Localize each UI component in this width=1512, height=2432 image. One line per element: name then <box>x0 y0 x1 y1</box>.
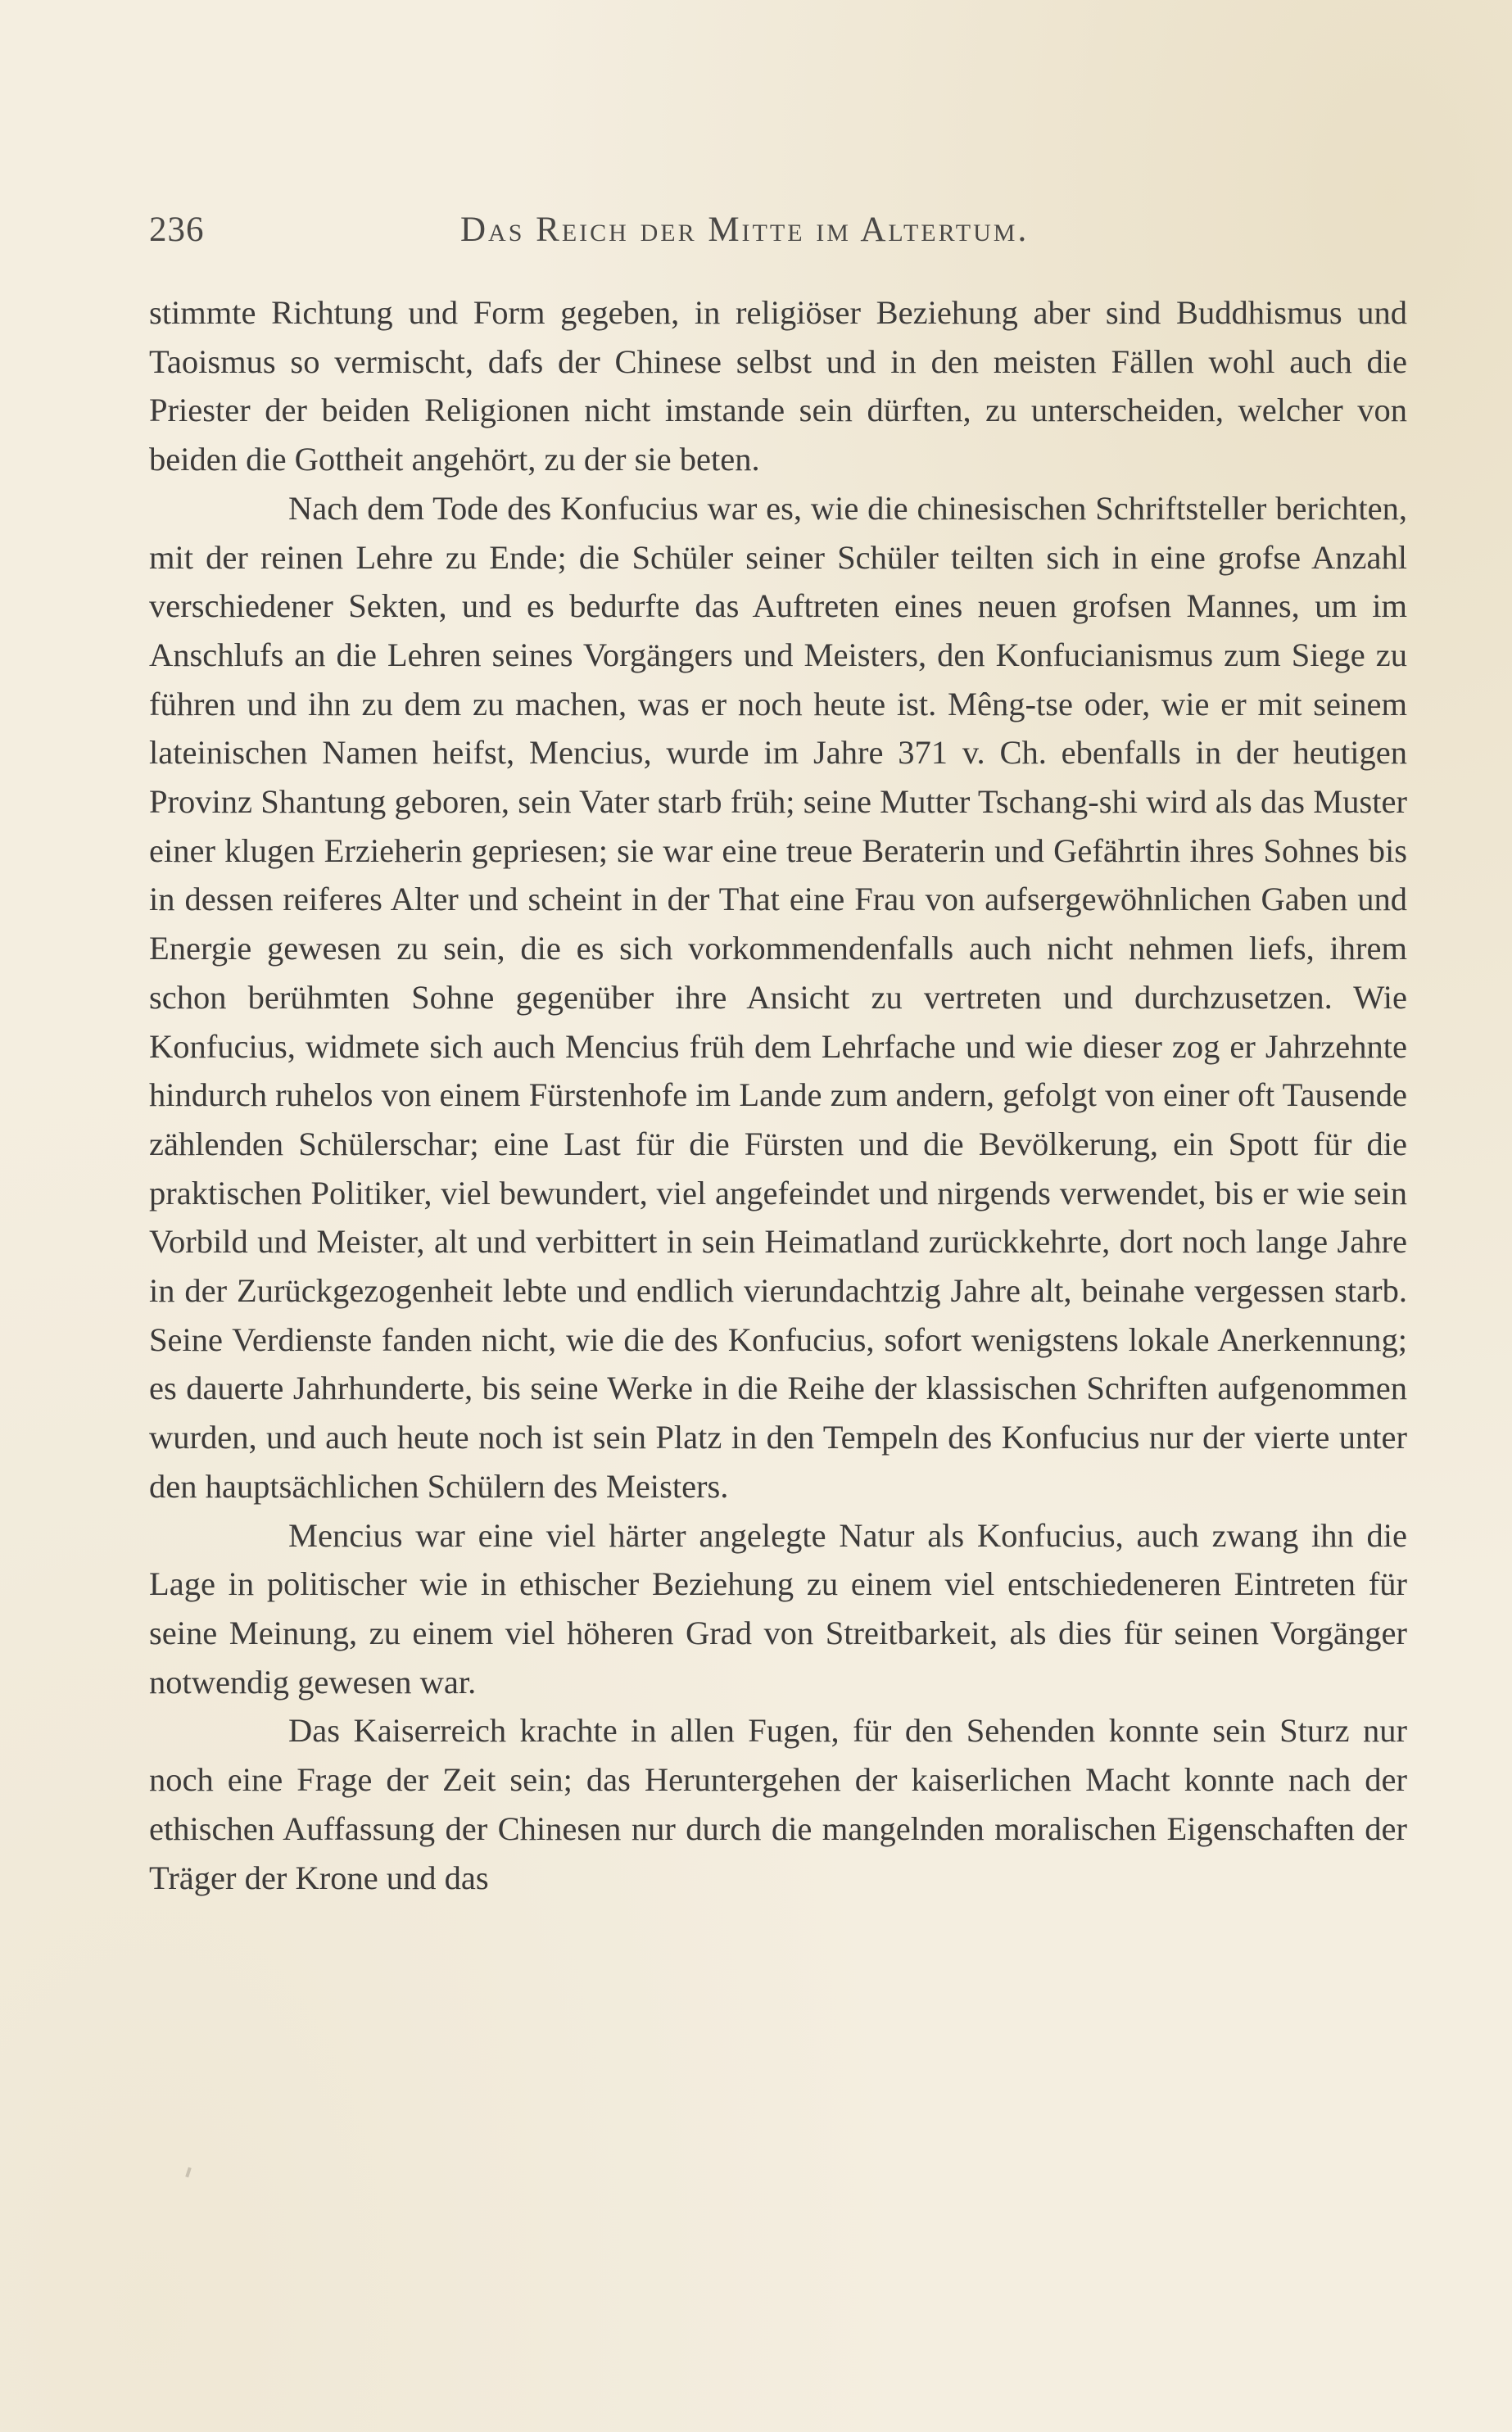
ink-speck <box>185 2167 192 2178</box>
page-number: 236 <box>149 211 205 249</box>
paragraph-4: Das Kaiserreich krachte in allen Fugen, für den Sehenden konnte sein Sturz nur noch eine Frage der Zeit sein; das Heruntergehen der kaiserlichen Macht konnte nach der ethischen Auffassung der Chinesen nur durch die mangelnden moralischen Eigenschaften der Träger der Krone und das <box>149 1712 1407 1896</box>
running-head: Das Reich der Mitte im Altertum. <box>460 211 1030 249</box>
paragraph-1: stimmte Richtung und Form gegeben, in religiöser Beziehung aber sind Buddhismus und Taoismus so vermischt, dafs der Chinese selbst und in den meisten Fällen wohl auch die Priester der beiden Religionen nicht imstande sein dürften, zu unterscheiden, welcher von beiden die Gottheit angehört, zu der sie beten. <box>149 294 1407 478</box>
body-text <box>149 288 1407 1902</box>
paragraph-3: Mencius war eine viel härter angelegte Natur als Konfucius, auch zwang ihn die Lage in politischer wie in ethischer Beziehung zu einem viel entschiedeneren Eintreten für seine Meinung, zu einem viel höheren Grad von Streitbarkeit, als dies für seinen Vorgänger notwendig gewesen war. <box>149 1516 1407 1701</box>
paragraph-2: Nach dem Tode des Konfucius war es, wie die chinesischen Schriftsteller berichten, mit der reinen Lehre zu Ende; die Schüler seiner Schüler teilten sich in eine grofse Anzahl verschiedener Sekten, und es bedurfte das Auftreten eines neuen grofsen Mannes, um im Anschlufs an die Lehren seines Vorgängers und Meisters, den Konfucianismus zum Siege zu führen und ihn zu dem zu machen, was er noch heute ist. Mêng-tse oder, wie er mit seinem lateinischen Namen heifst, Mencius, wurde im Jahre 371 v. Ch. ebenfalls in der heutigen Provinz Shantung geboren, sein Vater starb früh; seine Mutter Tschang-shi wird als das Muster einer klugen Erzieherin gepriesen; sie war eine treue Beraterin und Gefährtin ihres Sohnes bis in dessen reiferes Alter und scheint in der That eine Frau von aufsergewöhnlichen Gaben und Energie gewesen zu sein, die es sich vorkommendenfalls auch nicht nehmen liefs, ihrem schon berühmten Sohne gegenüber ihre Ansicht zu vertreten und durchzusetzen. Wie Konfucius, widmete sich auch Mencius früh dem Lehrfache und wie dieser zog er Jahrzehnte hindurch ruhelos von einem Fürstenhofe im Lande zum andern, gefolgt von einer oft Tausende zählenden Schülerschar; eine Last für die Fürsten und die Bevölkerung, ein Spott für die praktischen Politiker, viel bewundert, viel angefeindet und nirgends verwendet, bis er wie sein Vorbild und Meister, alt und verbittert in sein Heimatland zurückkehrte, dort noch lange Jahre in der Zurückgezogenheit lebte und endlich vierundachtzig Jahre alt, beinahe vergessen starb. Seine Verdienste fanden nicht, wie die des Konfucius, sofort wenigstens lokale Anerkennung; es dauerte Jahrhunderte, bis seine Werke in die Reihe der klassischen Schriften aufgenommen wurden, und auch heute noch ist sein Platz in den Tempeln des Konfucius nur der vierte unter den hauptsächlichen Schülern des Meisters. <box>149 489 1407 1505</box>
page-header <box>149 210 1415 259</box>
